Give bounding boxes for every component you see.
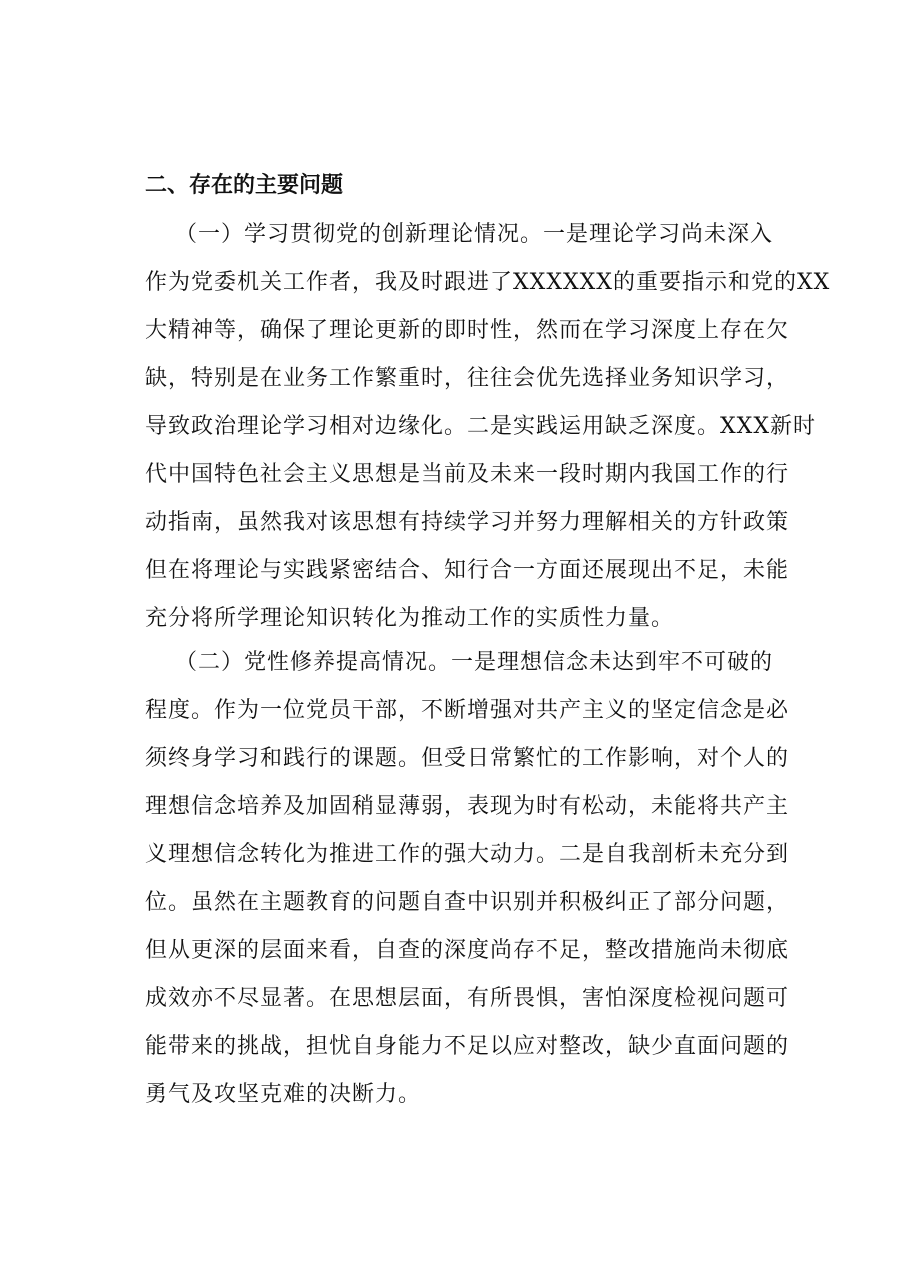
paragraph-line: 勇气及攻坚克难的决断力。: [145, 1082, 422, 1107]
paragraph-line: 程度。作为一位党员干部，不断增强对共产主义的坚定信念是必: [145, 698, 790, 723]
paragraph-line: 但从更深的层面来看，自查的深度尚存不足，整改措施尚未彻底: [145, 938, 790, 963]
paragraph-line: 代中国特色社会主义思想是当前及未来一段时期内我国工作的行: [145, 462, 790, 487]
paragraph-line: （二）党性修养提高情况。一是理想信念未达到牢不可破的: [175, 650, 774, 675]
paragraph-line: 位。虽然在主题教育的问题自查中识别并积极纠正了部分问题，: [145, 890, 790, 915]
section-heading: 二、存在的主要问题: [145, 173, 344, 198]
paragraph-line: 能带来的挑战，担忧自身能力不足以应对整改，缺少直面问题的: [145, 1034, 790, 1059]
paragraph-theory-study: [145, 218, 831, 650]
paragraph-line: 充分将所学理论知识转化为推动工作的实质性力量。: [145, 606, 675, 631]
paragraph-line: 导致政治理论学习相对边缘化。二是实践运用缺乏深度。XXX新时: [145, 414, 816, 439]
paragraph-line: 大精神等，确保了理论更新的即时性，然而在学习深度上存在欠: [145, 318, 790, 343]
paragraph-line: 义理想信念转化为推进工作的强大动力。二是自我剖析未充分到: [145, 842, 790, 867]
paragraph-line: 但在将理论与实践紧密结合、知行合一方面还展现出不足，未能: [145, 558, 790, 583]
paragraph-line: 缺，特别是在业务工作繁重时，往往会优先选择业务知识学习，: [145, 366, 790, 391]
paragraph-party-cultivation: [145, 646, 815, 1126]
paragraph-line: 理想信念培养及加固稍显薄弱，表现为时有松动，未能将共产主: [145, 794, 790, 819]
paragraph-line: 作为党委机关工作者，我及时跟进了XXXXXX的重要指示和党的XX: [145, 270, 831, 295]
paragraph-line: 动指南，虽然我对该思想有持续学习并努力理解相关的方针政策: [145, 510, 790, 535]
paragraph-line: （一）学习贯彻党的创新理论情况。一是理论学习尚未深入: [175, 222, 774, 247]
paragraph-line: 须终身学习和践行的课题。但受日常繁忙的工作影响，对个人的: [145, 746, 790, 771]
paragraph-line: 成效亦不尽显著。在思想层面，有所畏惧，害怕深度检视问题可: [145, 986, 790, 1011]
